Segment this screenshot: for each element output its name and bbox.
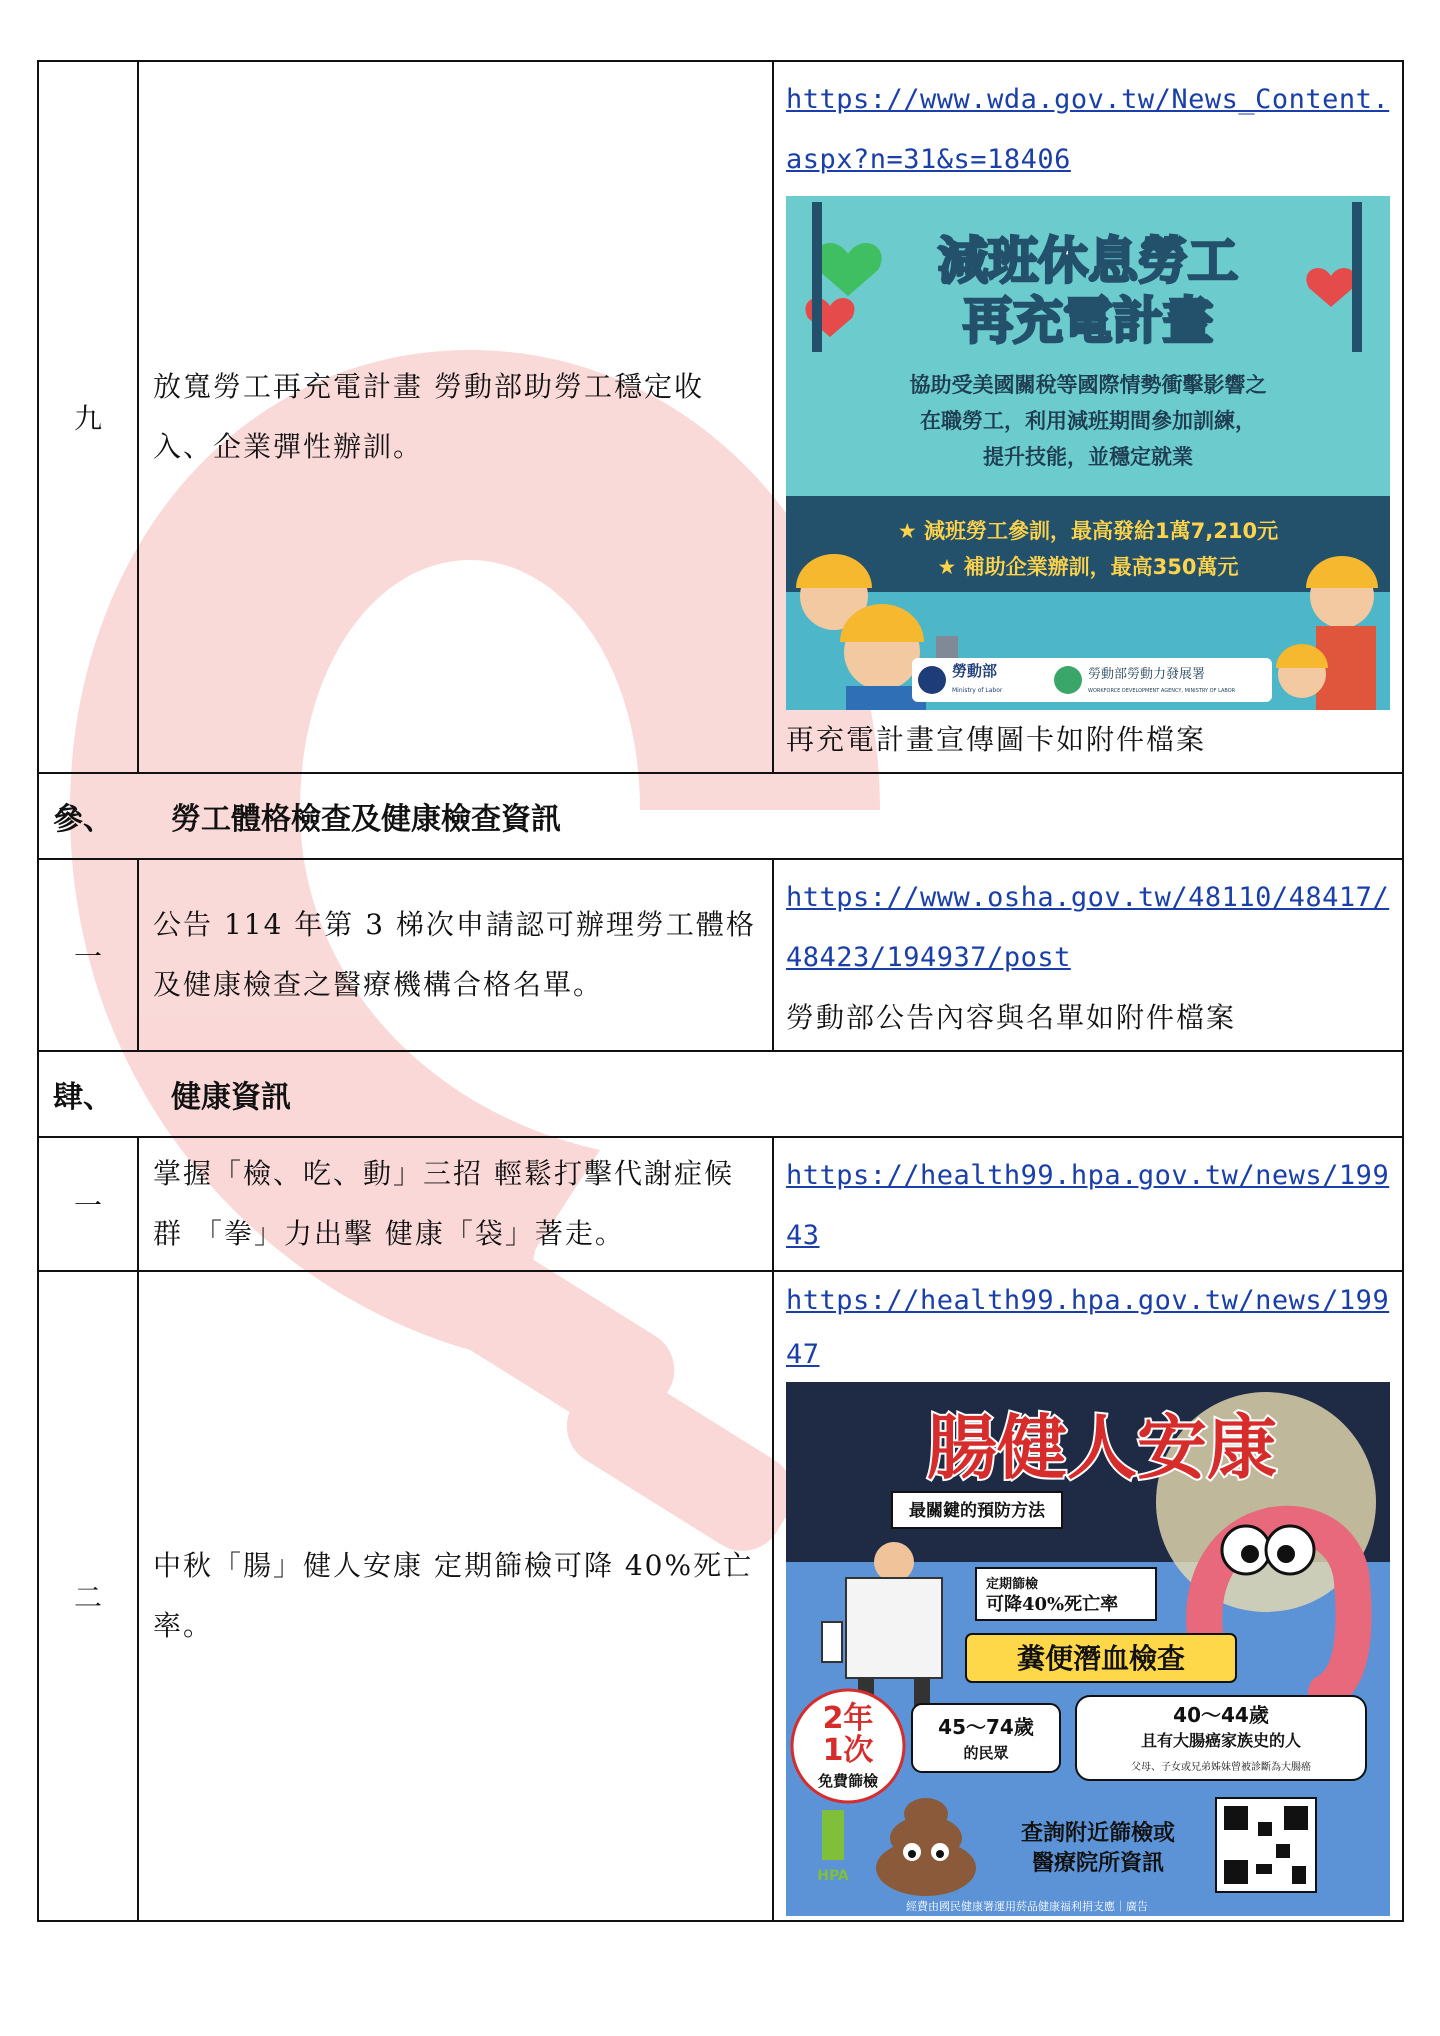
age-box1-line2: 的民眾 (963, 1744, 1009, 1762)
logo-wda-en: WORKFORCE DEVELOPMENT AGENCY, MINISTRY OF LABOR (1088, 688, 1236, 694)
age-box2-line1: 40～44歲 (1173, 1703, 1269, 1727)
poster2-tag-prevention: 最關鍵的預防方法 (909, 1501, 1045, 1521)
poster-bullet-2: ★ 補助企業辦訓，最高350萬元 (937, 555, 1239, 579)
age-box1-line1: 45～74歲 (938, 1715, 1034, 1739)
poster2-footer: 經費由國民健康署運用菸品健康福利捐支應｜廣告 (906, 1900, 1148, 1913)
row-number: 一 (38, 1137, 138, 1271)
section-row (38, 1051, 1403, 1137)
section-row (38, 773, 1403, 859)
row-description-text: 公告 114 年第 3 梯次申請認可辦理勞工體格及健康檢查之醫療機構合格名單。 (153, 908, 756, 1001)
row-description-text: 中秋「腸」健人安康 定期篩檢可降 40%死亡率。 (153, 1549, 754, 1642)
table-row (38, 1271, 1403, 1921)
logo-mol-en: Ministry of Labor (952, 687, 1003, 694)
qr-code-icon (1216, 1798, 1316, 1892)
mol-logo-icon (918, 666, 946, 694)
poster2-tag-screening: 定期篩檢 (986, 1577, 1039, 1592)
table-row (38, 61, 1403, 773)
badge-line1: 2年 (822, 1701, 874, 1736)
section-heading (38, 773, 1403, 859)
row-resource (773, 1271, 1403, 1921)
poster-subtitle-line1: 協助受美國關稅等國際情勢衝擊影響之 (909, 373, 1267, 397)
badge-line3: 免費篩檢 (817, 1772, 879, 1790)
age-box2-line2: 且有大腸癌家族史的人 (1140, 1731, 1302, 1750)
recharge-plan-poster (786, 196, 1390, 710)
row-resource (773, 1137, 1403, 1271)
poster-subtitle-line2: 在職勞工，利用減班期間參加訓練， (920, 409, 1256, 433)
hpa-logo-text: HPA (817, 1868, 849, 1884)
row-number: 一 (38, 859, 138, 1051)
row-resource (773, 859, 1403, 1051)
health99-link-19943[interactable]: https://health99.hpa.gov.tw/news/19943 (786, 1160, 1390, 1251)
poster2-tag-rate: 可降40%死亡率 (986, 1594, 1119, 1615)
row-description (138, 1137, 773, 1271)
row-number: 二 (38, 1271, 138, 1921)
age-box2-note: 父母、子女或兄弟姊妹曾被診斷為大腸癌 (1131, 1762, 1311, 1773)
poster-bullet-1: ★ 減班勞工參訓，最高發給1萬7,210元 (897, 519, 1279, 543)
toilet-paper-icon (822, 1622, 842, 1662)
attachment-note: 勞動部公告內容與名單如附件檔案 (786, 1001, 1237, 1034)
section-title: 勞工體格檢查及健康檢查資訊 (171, 802, 561, 837)
row-description (138, 859, 773, 1051)
wda-logo-icon (1054, 666, 1082, 694)
row-description (138, 61, 773, 773)
document-table (37, 60, 1404, 1922)
query-line1: 查詢附近篩檢或 (1020, 1821, 1176, 1846)
health99-link-19947[interactable]: https://health99.hpa.gov.tw/news/19947 (786, 1285, 1390, 1370)
poster-title-line2: 再充電計畫 (963, 292, 1213, 350)
query-line2: 醫療院所資訊 (1031, 1851, 1165, 1876)
attachment-note: 再充電計畫宣傳圖卡如附件檔案 (786, 723, 1207, 756)
poster2-title: 腸健人安康 (927, 1407, 1277, 1489)
wda-news-link[interactable]: https://www.wda.gov.tw/News_Content.aspx?n=31&s=18406 (786, 84, 1390, 175)
badge-line2: 1次 (822, 1733, 874, 1768)
section-title: 健康資訊 (171, 1080, 291, 1115)
table-row (38, 859, 1403, 1051)
row-description-text: 掌握「檢、吃、動」三招 輕鬆打擊代謝症候群 「拳」力出擊 健康「袋」著走。 (153, 1157, 734, 1250)
logo-mol: 勞動部 (952, 662, 998, 680)
row-description-text: 放寬勞工再充電計畫 勞動部助勞工穩定收入、企業彈性辦訓。 (153, 370, 704, 463)
osha-post-link[interactable]: https://www.osha.gov.tw/48110/48417/48423/194937/post (786, 882, 1390, 973)
hpa-logo-icon (822, 1810, 844, 1860)
row-description (138, 1271, 773, 1921)
poster-subtitle-line3: 提升技能，並穩定就業 (983, 445, 1193, 469)
section-heading (38, 1051, 1403, 1137)
section-number: 肆、 (53, 1080, 113, 1115)
poster2-banner: 糞便潛血檢查 (1016, 1642, 1186, 1675)
table-row (38, 1137, 1403, 1271)
row-resource (773, 61, 1403, 773)
colon-screening-poster (786, 1382, 1390, 1916)
poster-title-line1: 減班休息勞工 (938, 232, 1238, 290)
section-number: 參、 (53, 802, 113, 837)
logo-wda: 勞動部勞動力發展署 (1088, 667, 1206, 682)
row-number: 九 (38, 61, 138, 773)
